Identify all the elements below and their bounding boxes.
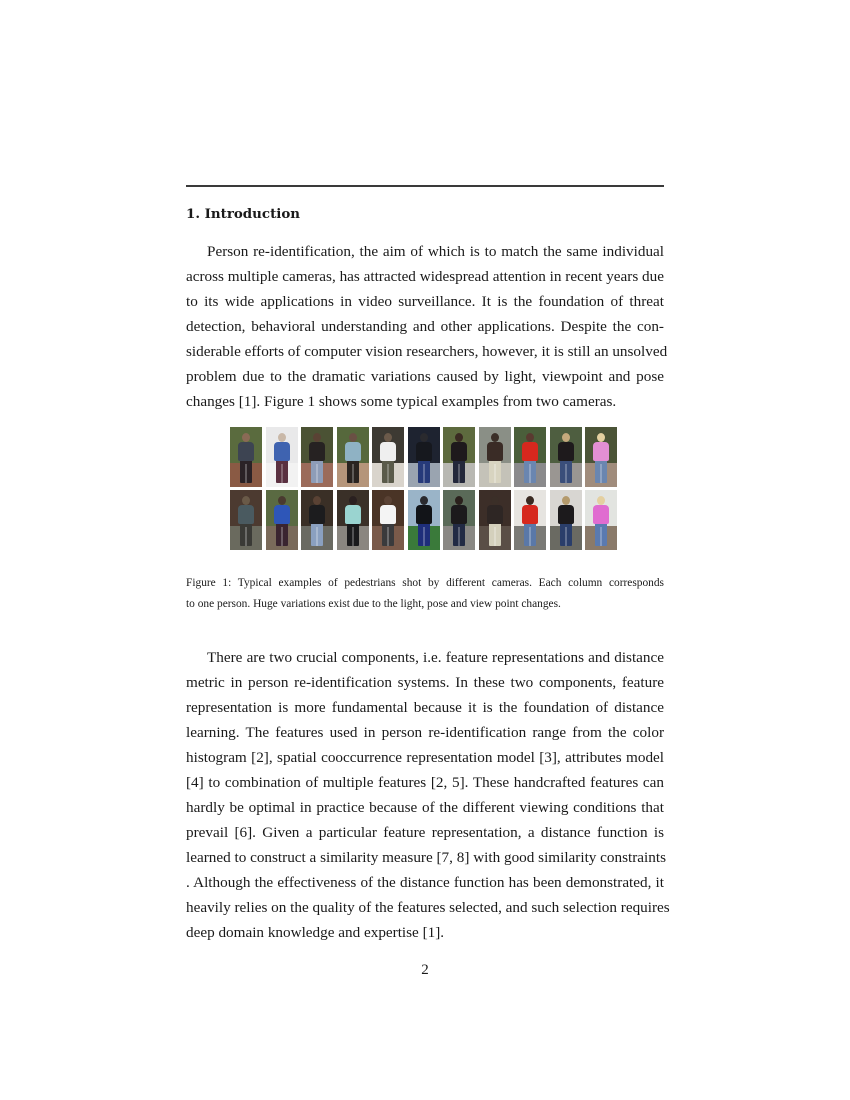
- person-torso: [558, 442, 574, 461]
- person-legs: [276, 523, 288, 546]
- person-head: [278, 433, 286, 442]
- text-line: deep domain knowledge and expertise [1].: [186, 924, 445, 941]
- pedestrian-image: [230, 490, 262, 550]
- person-legs: [347, 523, 359, 546]
- person-torso: [345, 505, 361, 524]
- pedestrian-image: [337, 490, 369, 550]
- person-legs: [240, 523, 252, 546]
- pedestrian-image: [372, 490, 404, 550]
- pedestrian-image: [585, 427, 617, 487]
- person-legs: [560, 523, 572, 546]
- person-legs: [418, 523, 430, 546]
- person-torso: [380, 442, 396, 461]
- person-torso: [309, 505, 325, 524]
- person-torso: [274, 505, 290, 524]
- pedestrian-image: [266, 490, 298, 550]
- person-head: [491, 433, 499, 442]
- pedestrian-image: [550, 427, 582, 487]
- person-torso: [416, 505, 432, 524]
- person-legs: [240, 460, 252, 483]
- paragraph-intro: [186, 239, 668, 414]
- person-head: [455, 496, 463, 505]
- text-line: to its wide applications in video surveillance. It is the foundation of threat: [186, 293, 664, 310]
- caption-line: to one person. Huge variations exist due to the light, pose and view point changes.: [186, 598, 561, 610]
- caption-line: Figure 1: Typical examples of pedestrians shot by different cameras. Each column corresponds: [186, 577, 664, 589]
- paragraph-components: [186, 645, 670, 945]
- pedestrian-image: [266, 427, 298, 487]
- person-legs: [311, 460, 323, 483]
- text-line: across multiple cameras, has attracted widespread attention in recent years due: [186, 268, 664, 285]
- person-torso: [593, 442, 609, 461]
- person-torso: [487, 505, 503, 524]
- person-head: [420, 496, 428, 505]
- text-line: . Although the effectiveness of the distance function has been demonstrated, it: [186, 874, 664, 891]
- person-head: [455, 433, 463, 442]
- figure-row-camera-b: [230, 490, 620, 550]
- pedestrian-image: [230, 427, 262, 487]
- pedestrian-image: [443, 427, 475, 487]
- text-line: [4] to combination of multiple features [2, 5]. These handcrafted features can: [186, 774, 664, 791]
- page-number: 2: [421, 962, 429, 978]
- text-line: problem due to the dramatic variations caused by light, viewpoint and pose: [186, 368, 664, 385]
- person-head: [242, 433, 250, 442]
- person-legs: [595, 460, 607, 483]
- text-line: detection, behavioral understanding and other applications. Despite the con-: [186, 318, 664, 335]
- person-head: [242, 496, 250, 505]
- person-legs: [382, 523, 394, 546]
- person-head: [491, 496, 499, 505]
- pedestrian-image: [408, 427, 440, 487]
- pedestrian-image: [337, 427, 369, 487]
- person-torso: [416, 442, 432, 461]
- person-head: [562, 496, 570, 505]
- text-line: histogram [2], spatial cooccurrence representation model [3], attributes model: [186, 749, 664, 766]
- person-legs: [453, 523, 465, 546]
- person-head: [526, 433, 534, 442]
- pedestrian-image: [585, 490, 617, 550]
- pedestrian-image: [301, 427, 333, 487]
- text-line: heavily relies on the quality of the features selected, and such selection requires: [186, 899, 670, 916]
- text-line: metric in person re-identification systems. In these two components, feature: [186, 674, 664, 691]
- person-legs: [489, 460, 501, 483]
- person-torso: [380, 505, 396, 524]
- person-legs: [347, 460, 359, 483]
- person-head: [313, 433, 321, 442]
- person-legs: [524, 523, 536, 546]
- person-head: [562, 433, 570, 442]
- text-line: hardly be optimal in practice because of the different viewing conditions that: [186, 799, 664, 816]
- pedestrian-image: [550, 490, 582, 550]
- pedestrian-image: [443, 490, 475, 550]
- header-rule: [186, 185, 664, 187]
- text-line: representation is more fundamental because it is the foundation of distance: [186, 699, 664, 716]
- person-head: [597, 496, 605, 505]
- person-legs: [560, 460, 572, 483]
- person-torso: [309, 442, 325, 461]
- person-torso: [238, 505, 254, 524]
- text-line: There are two crucial components, i.e. feature representations and distance: [207, 649, 664, 666]
- person-legs: [418, 460, 430, 483]
- figure-pedestrian-grid: [230, 427, 620, 551]
- person-legs: [489, 523, 501, 546]
- person-legs: [382, 460, 394, 483]
- text-line: learned to construct a similarity measure [7, 8] with good similarity constraints: [186, 849, 666, 866]
- person-torso: [345, 442, 361, 461]
- figure-row-camera-a: [230, 427, 620, 487]
- person-torso: [451, 442, 467, 461]
- person-legs: [276, 460, 288, 483]
- person-legs: [595, 523, 607, 546]
- pedestrian-image: [408, 490, 440, 550]
- text-line: changes [1]. Figure 1 shows some typical examples from two cameras.: [186, 393, 617, 410]
- person-legs: [524, 460, 536, 483]
- person-torso: [451, 505, 467, 524]
- person-torso: [274, 442, 290, 461]
- person-head: [349, 496, 357, 505]
- person-head: [384, 496, 392, 505]
- text-line: prevail [6]. Given a particular feature representation, a distance function is: [186, 824, 664, 841]
- pedestrian-image: [301, 490, 333, 550]
- pedestrian-image: [514, 427, 546, 487]
- pedestrian-image: [479, 427, 511, 487]
- person-head: [420, 433, 428, 442]
- person-torso: [238, 442, 254, 461]
- text-line: Person re-identification, the aim of which is to match the same individual: [207, 243, 664, 260]
- text-line: siderable efforts of computer vision researchers, however, it is still an unsolved: [186, 343, 668, 360]
- person-legs: [311, 523, 323, 546]
- pedestrian-image: [514, 490, 546, 550]
- person-head: [313, 496, 321, 505]
- person-head: [278, 496, 286, 505]
- person-head: [349, 433, 357, 442]
- pedestrian-image: [372, 427, 404, 487]
- person-torso: [593, 505, 609, 524]
- person-head: [597, 433, 605, 442]
- figure-caption: [186, 573, 664, 615]
- text-line: learning. The features used in person re-identification range from the color: [186, 724, 664, 741]
- person-head: [384, 433, 392, 442]
- person-torso: [522, 505, 538, 524]
- person-torso: [522, 442, 538, 461]
- pedestrian-image: [479, 490, 511, 550]
- section-heading: 1. Introduction: [186, 206, 301, 222]
- person-torso: [487, 442, 503, 461]
- person-legs: [453, 460, 465, 483]
- person-head: [526, 496, 534, 505]
- person-torso: [558, 505, 574, 524]
